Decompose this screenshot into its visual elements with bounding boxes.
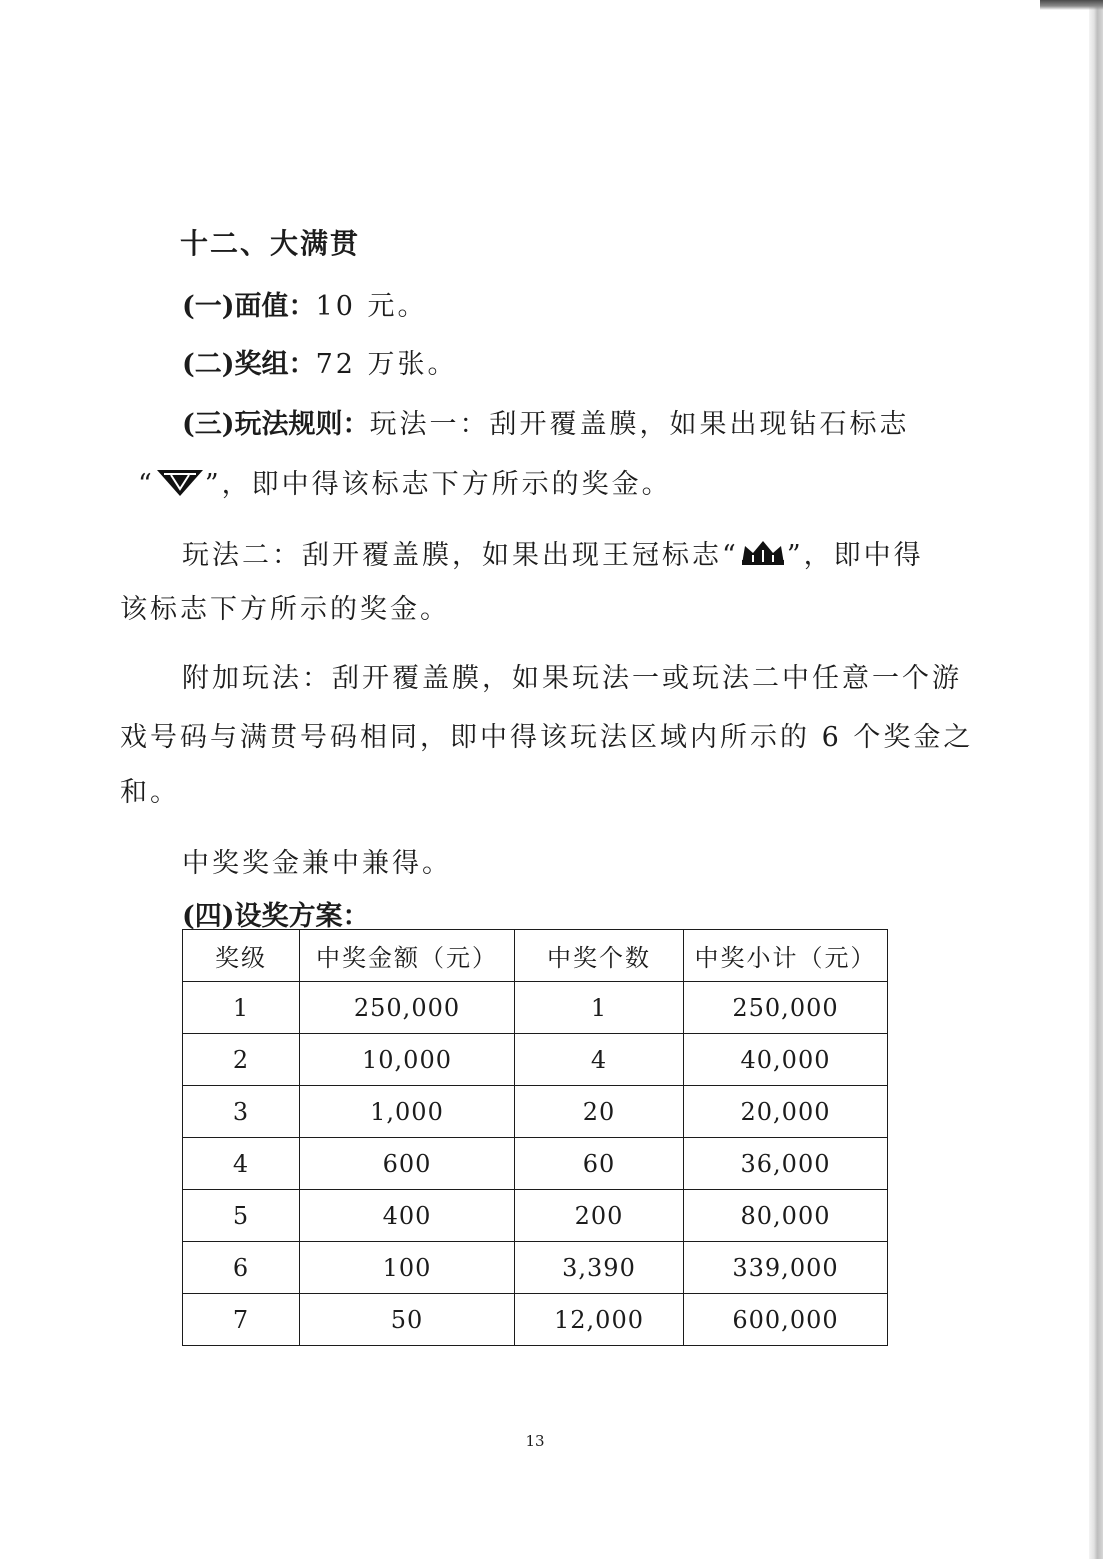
cell-amount: 600 <box>300 1138 515 1190</box>
table-row <box>183 1138 888 1190</box>
cell-amount: 50 <box>300 1294 515 1346</box>
cell-count: 200 <box>515 1190 684 1242</box>
cell-subtotal: 36,000 <box>684 1138 888 1190</box>
cell-subtotal: 600,000 <box>684 1294 888 1346</box>
cell-count: 1 <box>515 982 684 1034</box>
cell-amount: 10,000 <box>300 1034 515 1086</box>
cell-level: 5 <box>183 1190 300 1242</box>
prize-group-label: (二)奖组： <box>182 349 316 380</box>
cell-amount: 1,000 <box>300 1086 515 1138</box>
cell-subtotal: 80,000 <box>684 1190 888 1242</box>
extra-line-3: 和。 <box>120 777 180 808</box>
cell-level: 7 <box>183 1294 300 1346</box>
play1-text-2: ”，即中得该标志下方所示的奖金。 <box>204 469 672 500</box>
extra-line-1: 附加玩法：刮开覆盖膜，如果玩法一或玩法二中任意一个游 <box>182 663 962 694</box>
play1-text-1: 玩法一：刮开覆盖膜，如果出现钻石标志 <box>369 409 910 440</box>
cell-level: 2 <box>183 1034 300 1086</box>
cell-count: 3,390 <box>515 1242 684 1294</box>
cell-subtotal: 20,000 <box>684 1086 888 1138</box>
table-row <box>183 1242 888 1294</box>
cell-count: 20 <box>515 1086 684 1138</box>
cell-count: 12,000 <box>515 1294 684 1346</box>
cell-subtotal: 40,000 <box>684 1034 888 1086</box>
extra-line-2: 戏号码与满贯号码相同，即中得该玩法区域内所示的 6 个奖金之 <box>120 722 974 753</box>
rules-line-2 <box>138 462 672 504</box>
table-row <box>183 1294 888 1346</box>
rules-line-1 <box>182 402 910 441</box>
face-value-line <box>182 284 428 323</box>
prize-group-text: 72 万张。 <box>315 349 458 380</box>
play2-text-tail: ”，即中得 <box>786 540 924 571</box>
cell-count: 60 <box>515 1138 684 1190</box>
face-value-text: 10 元。 <box>315 291 428 322</box>
cell-count: 4 <box>515 1034 684 1086</box>
combined-rule: 中奖奖金兼中兼得。 <box>182 848 452 879</box>
play2-text-1: 玩法二：刮开覆盖膜，如果出现王冠标志“ <box>182 540 739 571</box>
table-row <box>183 982 888 1034</box>
cell-subtotal: 250,000 <box>684 982 888 1034</box>
prize-scheme-label: (四)设奖方案： <box>182 901 370 932</box>
play1-open-quote: “ <box>138 469 155 500</box>
prize-table <box>182 929 888 1346</box>
header-count: 中奖个数 <box>515 930 684 982</box>
cell-amount: 250,000 <box>300 982 515 1034</box>
cell-level: 4 <box>183 1138 300 1190</box>
cell-amount: 100 <box>300 1242 515 1294</box>
page-number: 13 <box>525 1432 545 1450</box>
cell-level: 1 <box>183 982 300 1034</box>
face-value-label: (一)面值： <box>182 291 316 322</box>
table-row <box>183 1034 888 1086</box>
diamond-icon <box>155 467 205 504</box>
header-subtotal: 中奖小计（元） <box>684 930 888 982</box>
header-amount: 中奖金额（元） <box>300 930 515 982</box>
cell-level: 6 <box>183 1242 300 1294</box>
prize-group-line <box>182 342 458 381</box>
crown-icon <box>739 538 787 575</box>
play2-line-1 <box>182 533 924 575</box>
cell-level: 3 <box>183 1086 300 1138</box>
scan-corner-shadow <box>1040 0 1103 10</box>
table-header-row <box>183 930 888 982</box>
rules-label: (三)玩法规则： <box>182 409 370 440</box>
table-row <box>183 1190 888 1242</box>
cell-amount: 400 <box>300 1190 515 1242</box>
header-level: 奖级 <box>183 930 300 982</box>
section-title: 十二、大满贯 <box>180 227 361 260</box>
table-row <box>183 1086 888 1138</box>
play2-line-2: 该标志下方所示的奖金。 <box>120 594 450 625</box>
cell-subtotal: 339,000 <box>684 1242 888 1294</box>
scan-page-edge <box>1089 0 1103 1559</box>
